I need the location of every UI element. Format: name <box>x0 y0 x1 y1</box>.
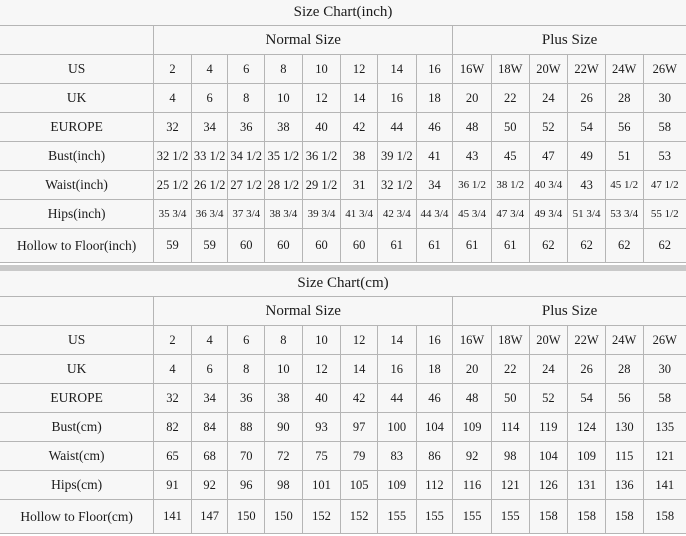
cell: 26W <box>643 55 686 84</box>
cell: 62 <box>605 229 643 263</box>
cell: 10 <box>302 326 341 355</box>
cell: 38 3/4 <box>265 200 303 229</box>
row-label-hollow-to-floor: Hollow to Floor(inch) <box>0 229 154 263</box>
cell: 53 <box>643 142 686 171</box>
cell: 16 <box>416 55 453 84</box>
cell: 155 <box>491 500 529 534</box>
cell: 83 <box>377 442 416 471</box>
table-row <box>0 113 686 142</box>
cell: 4 <box>191 326 228 355</box>
row-label-bust: Bust(cm) <box>0 413 154 442</box>
cell: 49 3/4 <box>529 200 568 229</box>
cell: 32 1/2 <box>154 142 192 171</box>
cell: 43 <box>568 171 606 200</box>
corner-cell <box>0 297 154 326</box>
cell: 54 <box>568 384 606 413</box>
chart-title: Size Chart(cm) <box>0 271 686 297</box>
group-normal-size: Normal Size <box>154 26 453 55</box>
cell: 6 <box>228 326 265 355</box>
cell: 18W <box>491 326 529 355</box>
cell: 14 <box>341 355 378 384</box>
cell: 49 <box>568 142 606 171</box>
cell: 14 <box>341 84 378 113</box>
cell: 135 <box>643 413 686 442</box>
cell: 20W <box>529 55 568 84</box>
cell: 130 <box>605 413 643 442</box>
table-row <box>0 326 686 355</box>
cell: 115 <box>605 442 643 471</box>
cell: 92 <box>453 442 492 471</box>
cell: 114 <box>491 413 529 442</box>
row-label-uk: UK <box>0 84 154 113</box>
cell: 50 <box>491 384 529 413</box>
cell: 126 <box>529 471 568 500</box>
cell: 22 <box>491 355 529 384</box>
cell: 2 <box>154 55 192 84</box>
cell: 36 <box>228 113 265 142</box>
cell: 52 <box>529 113 568 142</box>
cell: 24 <box>529 84 568 113</box>
cell: 45 <box>491 142 529 171</box>
cell: 50 <box>491 113 529 142</box>
cell: 16 <box>377 84 416 113</box>
cell: 34 1/2 <box>228 142 265 171</box>
chart-title: Size Chart(inch) <box>0 0 686 26</box>
cell: 34 <box>416 171 453 200</box>
cell: 158 <box>568 500 606 534</box>
table-row <box>0 384 686 413</box>
cell: 98 <box>491 442 529 471</box>
cell: 105 <box>341 471 378 500</box>
cell: 98 <box>265 471 303 500</box>
cell: 40 <box>302 113 341 142</box>
cell: 36 <box>228 384 265 413</box>
cell: 22W <box>568 326 606 355</box>
cell: 121 <box>491 471 529 500</box>
cell: 26 <box>568 355 606 384</box>
cell: 44 <box>377 113 416 142</box>
cell: 61 <box>416 229 453 263</box>
cell: 155 <box>416 500 453 534</box>
cell: 100 <box>377 413 416 442</box>
cell: 48 <box>453 384 492 413</box>
cell: 61 <box>453 229 492 263</box>
cell: 56 <box>605 113 643 142</box>
cell: 28 <box>605 355 643 384</box>
cell: 36 1/2 <box>302 142 341 171</box>
chart-title-row <box>0 0 686 26</box>
cell: 20 <box>453 84 492 113</box>
group-plus-size: Plus Size <box>453 297 686 326</box>
cell: 51 3/4 <box>568 200 606 229</box>
cell: 6 <box>228 55 265 84</box>
cell: 24W <box>605 326 643 355</box>
group-header-row <box>0 297 686 326</box>
cell: 8 <box>228 84 265 113</box>
cell: 101 <box>302 471 341 500</box>
cell: 48 <box>453 113 492 142</box>
cell: 16 <box>416 326 453 355</box>
cell: 14 <box>377 55 416 84</box>
corner-cell <box>0 26 154 55</box>
cell: 35 1/2 <box>265 142 303 171</box>
cell: 152 <box>302 500 341 534</box>
cell: 6 <box>191 84 228 113</box>
cell: 24 <box>529 355 568 384</box>
cell: 112 <box>416 471 453 500</box>
cell: 34 <box>191 384 228 413</box>
table-row <box>0 471 686 500</box>
row-label-bust: Bust(inch) <box>0 142 154 171</box>
cell: 37 3/4 <box>228 200 265 229</box>
cell: 16 <box>377 355 416 384</box>
cell: 116 <box>453 471 492 500</box>
cell: 42 3/4 <box>377 200 416 229</box>
cell: 119 <box>529 413 568 442</box>
cell: 27 1/2 <box>228 171 265 200</box>
row-label-us: US <box>0 55 154 84</box>
cell: 152 <box>341 500 378 534</box>
cell: 60 <box>302 229 341 263</box>
row-label-waist: Waist(cm) <box>0 442 154 471</box>
row-label-hips: Hips(inch) <box>0 200 154 229</box>
cell: 109 <box>453 413 492 442</box>
cell: 43 <box>453 142 492 171</box>
cell: 33 1/2 <box>191 142 228 171</box>
cell: 58 <box>643 384 686 413</box>
cell: 62 <box>643 229 686 263</box>
cell: 84 <box>191 413 228 442</box>
cell: 46 <box>416 113 453 142</box>
row-label-hips: Hips(cm) <box>0 471 154 500</box>
cell: 136 <box>605 471 643 500</box>
cell: 40 3/4 <box>529 171 568 200</box>
cell: 30 <box>643 84 686 113</box>
cell: 59 <box>191 229 228 263</box>
cell: 79 <box>341 442 378 471</box>
cell: 4 <box>154 84 192 113</box>
cell: 61 <box>377 229 416 263</box>
cell: 56 <box>605 384 643 413</box>
row-label-us: US <box>0 326 154 355</box>
cell: 155 <box>377 500 416 534</box>
cell: 16W <box>453 326 492 355</box>
cell: 42 <box>341 384 378 413</box>
cell: 34 <box>191 113 228 142</box>
cell: 8 <box>265 55 303 84</box>
cell: 51 <box>605 142 643 171</box>
cell: 60 <box>228 229 265 263</box>
cell: 28 1/2 <box>265 171 303 200</box>
table-row <box>0 171 686 200</box>
cell: 22W <box>568 55 606 84</box>
cell: 30 <box>643 355 686 384</box>
cell: 90 <box>265 413 303 442</box>
table-row <box>0 84 686 113</box>
cell: 32 <box>154 113 192 142</box>
cell: 36 1/2 <box>453 171 492 200</box>
size-chart-cm <box>0 271 686 536</box>
cell: 88 <box>228 413 265 442</box>
cell: 26W <box>643 326 686 355</box>
cell: 38 <box>265 113 303 142</box>
cell: 91 <box>154 471 192 500</box>
cell: 55 1/2 <box>643 200 686 229</box>
cell: 36 3/4 <box>191 200 228 229</box>
cell: 158 <box>529 500 568 534</box>
table-row <box>0 200 686 229</box>
cell: 62 <box>529 229 568 263</box>
table-row <box>0 442 686 471</box>
cell: 158 <box>605 500 643 534</box>
cell: 31 <box>341 171 378 200</box>
row-label-hollow-to-floor: Hollow to Floor(cm) <box>0 500 154 534</box>
cell: 26 1/2 <box>191 171 228 200</box>
cell: 12 <box>302 355 341 384</box>
row-label-uk: UK <box>0 355 154 384</box>
cell: 121 <box>643 442 686 471</box>
cell: 109 <box>568 442 606 471</box>
table-row <box>0 142 686 171</box>
cell: 62 <box>568 229 606 263</box>
cell: 70 <box>228 442 265 471</box>
cell: 18 <box>416 355 453 384</box>
cell: 54 <box>568 113 606 142</box>
row-label-europe: EUROPE <box>0 384 154 413</box>
size-chart-inch <box>0 0 686 265</box>
row-label-europe: EUROPE <box>0 113 154 142</box>
chart-title-row <box>0 271 686 297</box>
cell: 60 <box>265 229 303 263</box>
cell: 104 <box>529 442 568 471</box>
cell: 10 <box>265 355 303 384</box>
group-header-row <box>0 26 686 55</box>
table-row <box>0 229 686 263</box>
cell: 8 <box>265 326 303 355</box>
cell: 45 1/2 <box>605 171 643 200</box>
cell: 68 <box>191 442 228 471</box>
row-label-waist: Waist(inch) <box>0 171 154 200</box>
cell: 65 <box>154 442 192 471</box>
cell: 47 1/2 <box>643 171 686 200</box>
cell: 40 <box>302 384 341 413</box>
size-chart-inch-table <box>0 0 686 263</box>
cell: 86 <box>416 442 453 471</box>
cell: 44 3/4 <box>416 200 453 229</box>
table-row <box>0 500 686 534</box>
cell: 52 <box>529 384 568 413</box>
cell: 12 <box>302 84 341 113</box>
cell: 10 <box>302 55 341 84</box>
cell: 10 <box>265 84 303 113</box>
cell: 44 <box>377 384 416 413</box>
cell: 75 <box>302 442 341 471</box>
cell: 22 <box>491 84 529 113</box>
cell: 150 <box>265 500 303 534</box>
cell: 58 <box>643 113 686 142</box>
cell: 4 <box>154 355 192 384</box>
cell: 72 <box>265 442 303 471</box>
cell: 26 <box>568 84 606 113</box>
cell: 39 3/4 <box>302 200 341 229</box>
size-chart-cm-table <box>0 271 686 534</box>
table-row <box>0 55 686 84</box>
cell: 158 <box>643 500 686 534</box>
cell: 28 <box>605 84 643 113</box>
cell: 46 <box>416 384 453 413</box>
cell: 109 <box>377 471 416 500</box>
cell: 131 <box>568 471 606 500</box>
cell: 20 <box>453 355 492 384</box>
cell: 24W <box>605 55 643 84</box>
cell: 47 3/4 <box>491 200 529 229</box>
cell: 45 3/4 <box>453 200 492 229</box>
cell: 124 <box>568 413 606 442</box>
cell: 6 <box>191 355 228 384</box>
cell: 60 <box>341 229 378 263</box>
cell: 53 3/4 <box>605 200 643 229</box>
cell: 12 <box>341 326 378 355</box>
cell: 141 <box>154 500 192 534</box>
cell: 35 3/4 <box>154 200 192 229</box>
cell: 29 1/2 <box>302 171 341 200</box>
cell: 18W <box>491 55 529 84</box>
cell: 92 <box>191 471 228 500</box>
table-row <box>0 355 686 384</box>
cell: 2 <box>154 326 192 355</box>
group-normal-size: Normal Size <box>154 297 453 326</box>
group-plus-size: Plus Size <box>453 26 686 55</box>
cell: 93 <box>302 413 341 442</box>
cell: 41 3/4 <box>341 200 378 229</box>
cell: 82 <box>154 413 192 442</box>
table-row <box>0 413 686 442</box>
cell: 8 <box>228 355 265 384</box>
cell: 32 <box>154 384 192 413</box>
cell: 59 <box>154 229 192 263</box>
cell: 104 <box>416 413 453 442</box>
cell: 155 <box>453 500 492 534</box>
cell: 38 1/2 <box>491 171 529 200</box>
cell: 20W <box>529 326 568 355</box>
cell: 47 <box>529 142 568 171</box>
cell: 39 1/2 <box>377 142 416 171</box>
cell: 147 <box>191 500 228 534</box>
cell: 42 <box>341 113 378 142</box>
cell: 4 <box>191 55 228 84</box>
cell: 97 <box>341 413 378 442</box>
cell: 96 <box>228 471 265 500</box>
cell: 141 <box>643 471 686 500</box>
cell: 12 <box>341 55 378 84</box>
cell: 25 1/2 <box>154 171 192 200</box>
cell: 18 <box>416 84 453 113</box>
cell: 41 <box>416 142 453 171</box>
cell: 61 <box>491 229 529 263</box>
cell: 38 <box>265 384 303 413</box>
cell: 32 1/2 <box>377 171 416 200</box>
cell: 38 <box>341 142 378 171</box>
cell: 150 <box>228 500 265 534</box>
cell: 16W <box>453 55 492 84</box>
cell: 14 <box>377 326 416 355</box>
